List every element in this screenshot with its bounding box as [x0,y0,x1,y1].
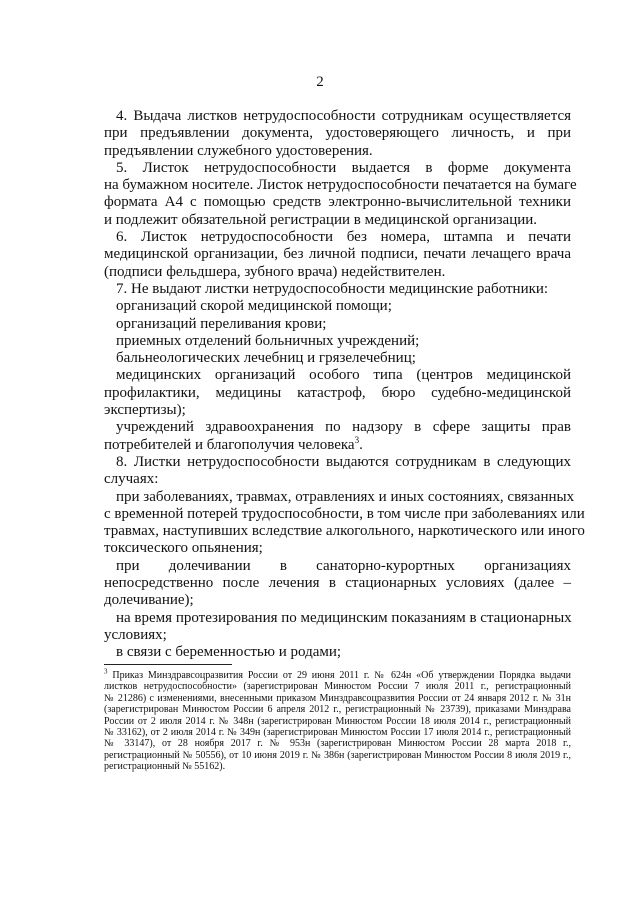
text-line [104,194,571,211]
text-line [104,471,571,488]
text-line [104,229,571,246]
paragraph [104,159,577,229]
line-text: 8. Листки нетрудоспособности выдаются сотрудникам в следующих [116,453,571,470]
footnote [104,667,572,773]
paragraph [104,488,585,558]
line-text: 7. Не выдают листки нетрудоспособности медицинские работники: [116,280,549,297]
footnote-line [104,681,571,692]
text-line [104,505,585,523]
line-text: и подлежит обязательной регистрации в медицинской организации. [104,211,538,228]
text-line [104,177,577,194]
line-text: 5. Листок нетрудоспособности выдается в форме документа [116,159,571,176]
footnote-line [104,738,571,749]
text-line [104,385,571,402]
line-text: России от 2 июля 2014 г. № 348н (зарегистрирован Минюстом России 18 июля 2014 г., регистрационный [104,715,571,727]
text-line [104,644,571,661]
line-text: при заболеваниях, травмах, отравлениях и иных состояниях, связанных [116,488,575,505]
line-text: долечивание); [104,592,194,609]
line-text: (зарегистрирован Минюстом России 6 апреля 2012 г., регистрационный № 23739), приказами Минздрава [104,704,571,716]
text-line [104,627,571,644]
line-text: организаций скорой медицинской помощи; [116,298,392,315]
footnote-marker: 3 [104,667,108,676]
line-text: № 33162), от 2 июля 2014 г. № 349н (зарегистрирован Минюстом России 17 июля 2014 г., регистрационный [104,727,571,739]
line-text: при долечивании в санаторно-курортных организациях [116,557,571,574]
paragraph [104,350,571,367]
line-text: случаях: [104,471,159,488]
text-line [104,212,571,229]
text-line [104,108,571,125]
line-text: регистрационный № 55162). [104,761,226,773]
document-body [104,108,585,662]
line-text: листков нетрудоспособности» (зарегистрирован Минюстом России 7 июля 2011 г., регистрационный [104,681,571,693]
paragraph [104,367,571,419]
text-line [104,125,571,142]
text-line [104,454,571,471]
text-line [104,434,571,454]
line-text: № 21286) с изменениями, внесенными приказом Минздравсоцразвития России от 24 января 2012 г. № 31н [104,692,571,704]
punctuation: . [359,436,363,453]
line-text: экспертизы); [104,402,186,419]
text-line [104,246,571,263]
line-text: 4. Выдача листков нетрудоспособности сотрудникам осуществляется [116,108,571,124]
line-text: 6. Листок нетрудоспособности без номера, штампа и печати [116,229,571,246]
paragraph [104,229,571,281]
line-text: предъявлении служебного удостоверения. [104,142,373,159]
line-text: формата А4 с помощью средств электронно-вычислительной техники [104,194,571,211]
footnote-divider [104,664,232,665]
footnote-line [104,716,571,727]
text-line [104,264,571,281]
text-line [104,402,571,419]
text-line [104,488,575,506]
text-line [104,367,571,384]
text-line [104,281,571,298]
line-text: № 33147), от 28 ноября 2017 г. № 953н (зарегистрирован Минюстом России 28 марта 2018 г., [104,738,571,750]
line-text: потребителей и благополучия человека [104,436,355,453]
paragraph [104,558,571,610]
text-line [104,540,571,557]
line-text: медицинских организаций особого типа (центров медицинской [116,367,571,384]
text-line [104,143,571,160]
footnote-reference[interactable]: 3 [354,434,360,445]
text-line [104,316,571,333]
text-line [104,592,571,609]
line-text: в связи с беременностью и родами; [116,644,342,661]
paragraph [104,108,571,160]
text-line [104,575,571,592]
line-text: организаций переливания крови; [116,315,327,332]
paragraph [104,644,571,661]
paragraph [104,454,571,489]
paragraph [104,316,571,333]
paragraph [104,281,571,298]
footnote-line [104,750,571,761]
text-line [104,350,571,367]
line-text: непосредственно после лечения в стационарных условиях (далее – [104,575,571,592]
line-text: учреждений здравоохранения по надзору в сфере защиты прав [116,419,571,436]
text-line [104,558,571,575]
text-line [104,610,571,627]
line-text: при предъявлении документа, удостоверяющего личность, и при [104,125,571,142]
page-number: 2 [316,74,324,90]
text-line [104,333,571,350]
footnote-line [104,761,571,772]
text-line [104,419,571,436]
line-text: Приказ Минздравсоцразвития России от 29 июня 2011 г. № 624н «Об утверждении Порядка выдачи [112,670,572,681]
line-text: медицинской организации, без личной подписи, печати лечащего врача [104,246,571,263]
line-text: бальнеологических лечебниц и грязелечебниц; [116,350,416,367]
paragraph [104,419,571,454]
footnote-line [104,704,571,715]
paragraph [104,333,571,350]
text-line [104,523,585,540]
line-text: регистрационный № 50556), от 10 июня 2019 г. № 386н (зарегистрирован Минюстом России 8 июля 2019 г., [104,749,571,761]
footnote-line [104,667,572,681]
line-text: на бумажном носителе. Листок нетрудоспособности печатается на бумаге [104,177,577,194]
line-text: на время протезирования по медицинским показаниям в стационарных [116,609,572,626]
paragraph [104,298,571,315]
line-text: профилактики, медицины катастроф, бюро судебно-медицинской [104,384,571,401]
line-text: приемных отделений больничных учреждений; [116,332,420,349]
text-line [104,160,571,177]
line-text: с временной потерей трудоспособности, в том числе при заболеваниях или [104,505,585,522]
text-line [104,298,571,315]
line-text: (подписи фельдшера, зубного врача) недействителен. [104,263,446,280]
footnote-line [104,693,571,704]
line-text: токсического опьянения; [104,540,263,557]
paragraph [104,610,571,645]
line-text: травмах, наступивших вследствие алкогольного, наркотического или иного [104,523,585,540]
footnote-line [104,727,571,738]
line-text: условиях; [104,626,167,643]
